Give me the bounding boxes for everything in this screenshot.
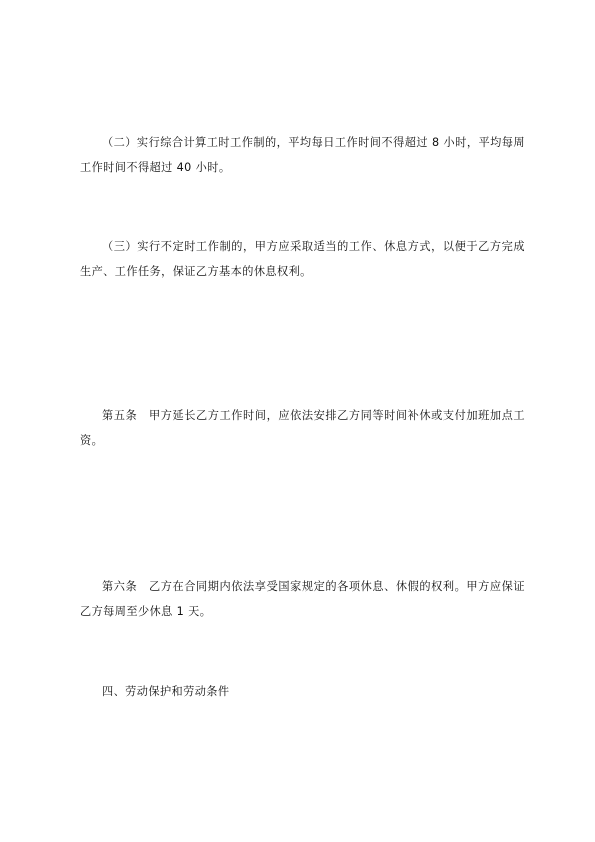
paragraph-comprehensive-working-hours: （二）实行综合计算工时工作制的，平均每日工作时间不得超过 8 小时，平均每周工作时间不得超过 40 小时。 [80, 136, 525, 174]
paragraph-article-6-rest-days: 第六条 乙方在合同期内依法享受国家规定的各项休息、休假的权利。甲方应保证乙方每周至少休息 1 天。 [80, 580, 525, 618]
paragraph-article-5-overtime: 第五条 甲方延长乙方工作时间，应依法安排乙方同等时间补休或支付加班加点工资。 [80, 409, 525, 447]
paragraph-flexible-working-hours: （三）实行不定时工作制的，甲方应采取适当的工作、休息方式，以便于乙方完成生产、工作任务，保证乙方基本的休息权利。 [80, 240, 525, 278]
section-heading-labor-protection: 四、劳动保护和劳动条件 [102, 685, 230, 698]
